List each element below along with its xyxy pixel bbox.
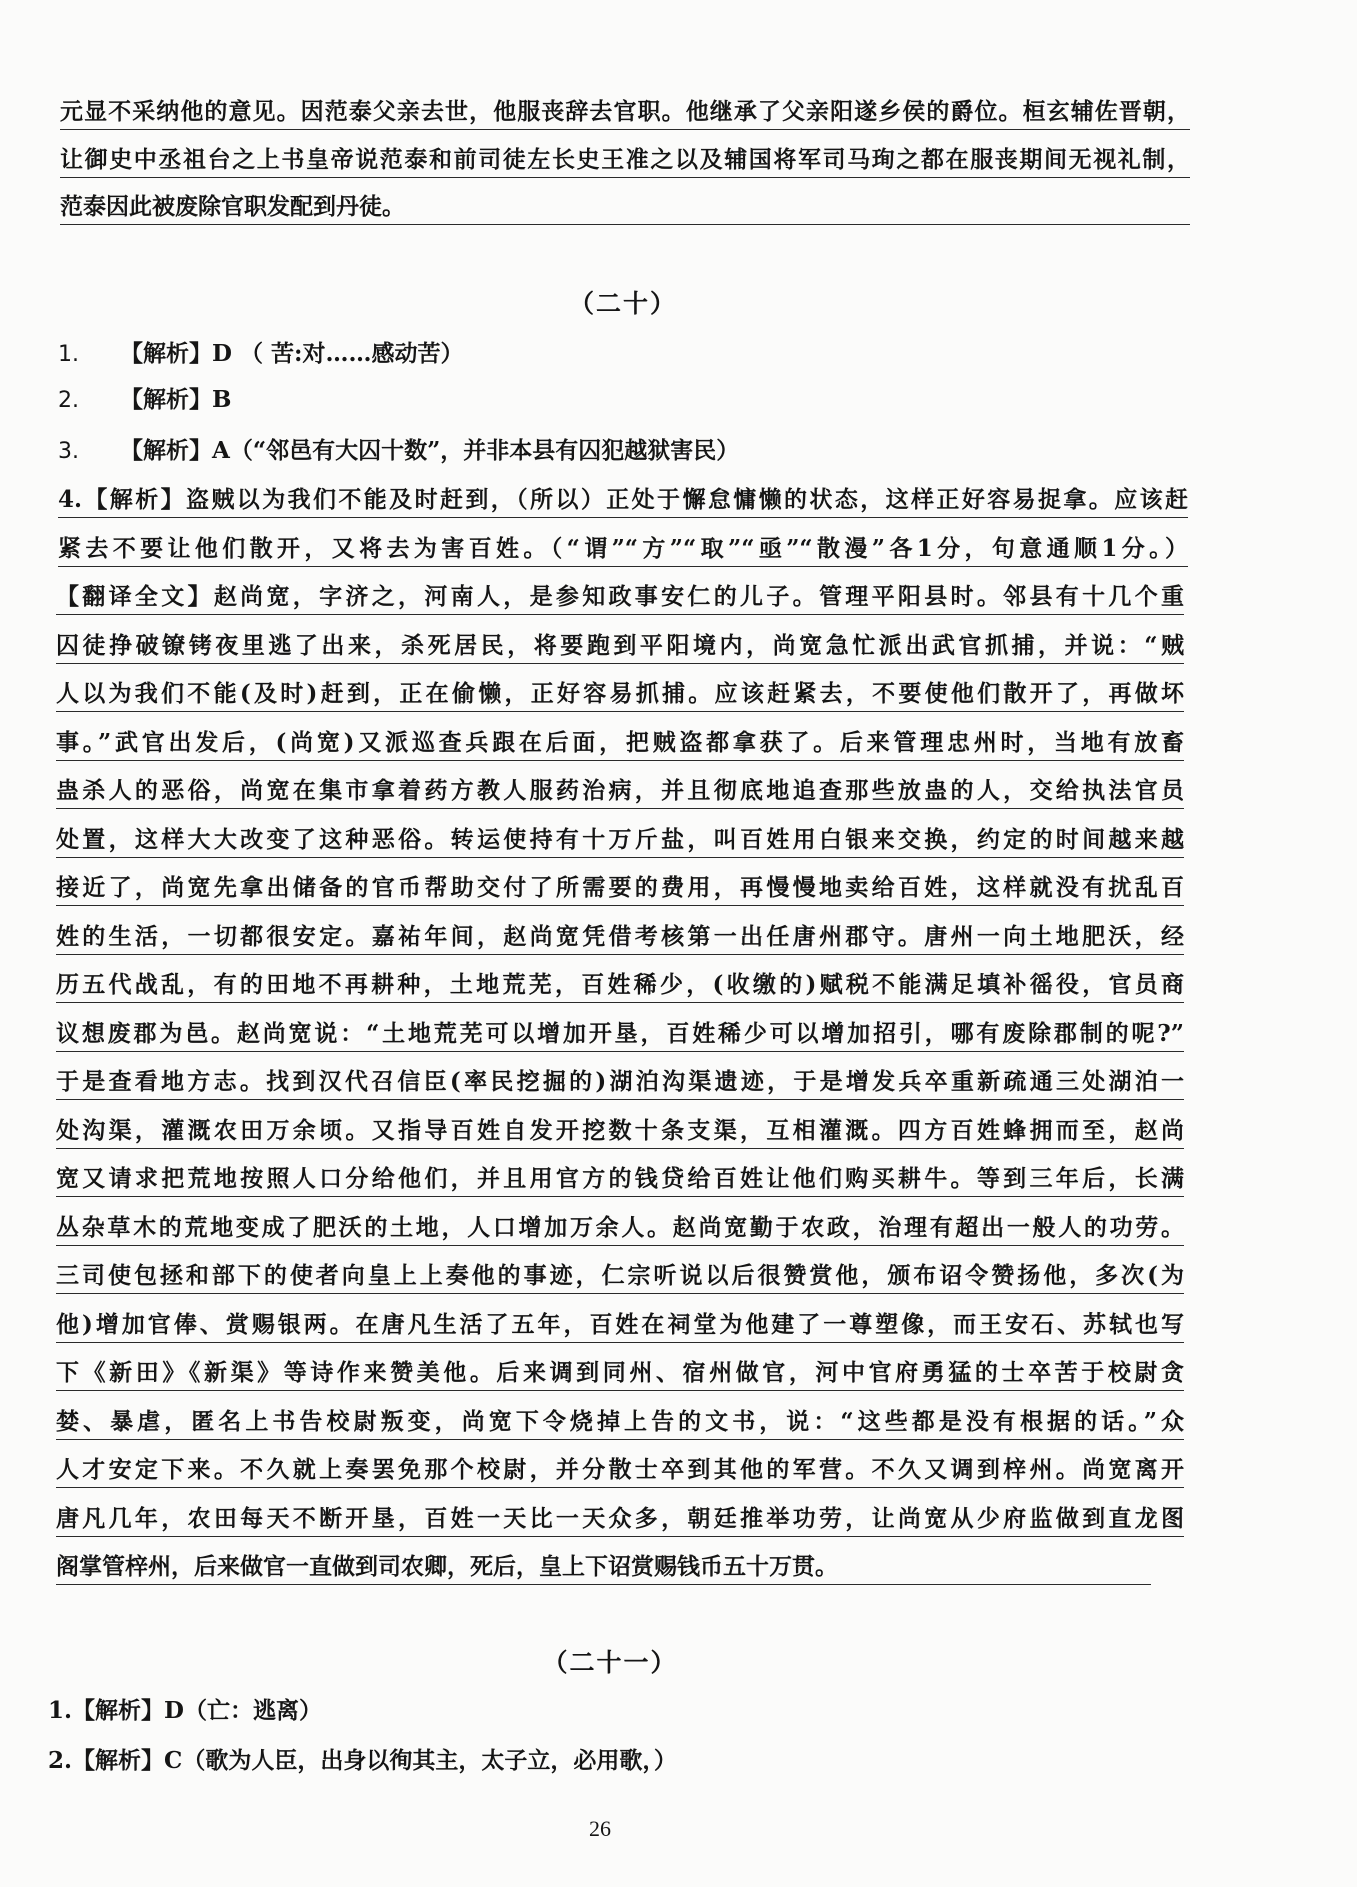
answer-text: 【解析】B [120,386,232,413]
answer-text: 【解析】D （ 苦:对……感动苦） [120,340,464,367]
answer-item [58,336,463,372]
answer-4-line: 4.【解析】盗贼以为我们不能及时赶到，（所以）正处于懈怠慵懒的状态，这样正好容易捉拿。应该赶 [58,482,1188,531]
translation-line: 【翻译全文】赵尚宽，字济之，河南人，是参知政事安仁的儿子。管理平阳县时。邻县有十几个重 [56,579,1184,628]
translation-line: 处沟渠，灌溉农田万余顷。又指导百姓自发开挖数十条支渠，互相灌溉。四方百姓蜂拥而至，赵尚 [56,1113,1184,1162]
answer-number: 3. [58,439,79,464]
answer-item [58,433,739,469]
translation-line: 唐凡几年，农田每天不断开垦，百姓一天比一天众多，朝廷推举功劳，让尚宽从少府监做到直龙图 [56,1501,1184,1550]
translation-line: 处置，这样大大改变了这种恶俗。转运使持有十万斤盐，叫百姓用白银来交换，约定的时间越来越 [56,822,1184,871]
answer-number: 2. [58,388,79,413]
answer-text: 【解析】A（“邻邑有大囚十数”，并非本县有囚犯越狱害民） [120,437,740,464]
translation-line: 人才安定下来。不久就上奏罢免那个校尉，并分散士卒到其他的军营。不久又调到梓州。尚宽离开 [56,1452,1184,1501]
translation-line: 阁掌管梓州，后来做官一直做到司农卿，死后，皇上下诏赏赐钱币五十万贯。 [56,1549,1151,1598]
top-paragraph [60,94,1190,237]
translation-line: 三司使包拯和部下的使者向皇上上奏他的事迹，仁宗听说以后很赞赏他，颁布诏令赞扬他，多次(为 [56,1258,1184,1307]
section-20-heading: （二十） [568,289,677,318]
paragraph-line: 让御史中丞祖台之上书皇帝说范泰和前司徒左长史王准之以及辅国将军司马珣之都在服丧期间无视礼制， [60,142,1190,190]
paragraph-line: 元显不采纳他的意见。因范泰父亲去世，他服丧辞去官职。他继承了父亲阳遂乡侯的爵位。桓玄辅佐晋朝， [60,94,1190,142]
translation-line: 丛杂草木的荒地变成了肥沃的土地，人口增加万余人。赵尚宽勤于农政，治理有超出一般人的功劳。 [56,1210,1184,1259]
answer-4 [58,482,1188,580]
translation-line: 蛊杀人的恶俗，尚宽在集市拿着药方教人服药治病，并且彻底地追查那些放蛊的人，交给执法官员 [56,773,1184,822]
answer-item [58,382,231,418]
answer-item: 2.【解析】C（歌为人臣，出身以徇其主，太子立，必用歌，） [48,1747,677,1774]
answer-4-line: 紧去不要让他们散开，又将去为害百姓。（“谓”“方”“取”“亟”“散漫”各1分，句意通顺1分。） [58,531,1188,580]
translation-line: 下《新田》《新渠》等诗作来赞美他。后来调到同州、宿州做官，河中官府勇猛的士卒苦于校尉贪 [56,1355,1184,1404]
translation-line: 他)增加官俸、赏赐银两。在唐凡生活了五年，百姓在祠堂为他建了一尊塑像，而王安石、苏轼也写 [56,1307,1184,1356]
translation-line: 事。”武官出发后，(尚宽)又派巡查兵跟在后面，把贼盗都拿获了。后来管理忠州时，当地有放畜 [56,725,1184,774]
answer-number: 1. [58,342,79,367]
translation-line: 宽又请求把荒地按照人口分给他们，并且用官方的钱贷给百姓让他们购买耕牛。等到三年后，长满 [56,1161,1184,1210]
answer-item: 1.【解析】D（亡：逃离） [48,1697,322,1724]
translation-line: 于是查看地方志。找到汉代召信臣(率民挖掘的)湖泊沟渠遗迹，于是增发兵卒重新疏通三处湖泊一 [56,1064,1184,1113]
translation-line: 囚徒挣破镣铐夜里逃了出来，杀死居民，将要跑到平阳境内，尚宽急忙派出武官抓捕，并说：“贼 [56,628,1184,677]
translation-line: 人以为我们不能(及时)赶到，正在偷懒，正好容易抓捕。应该赶紧去，不要使他们散开了，再做坏 [56,676,1184,725]
translation-line: 姓的生活，一切都很安定。嘉祐年间，赵尚宽凭借考核第一出任唐州郡守。唐州一向土地肥沃，经 [56,919,1184,968]
full-translation [56,579,1184,1598]
translation-line: 历五代战乱，有的田地不再耕种，土地荒芜，百姓稀少，(收缴的)赋税不能满足填补徭役，官员商 [56,967,1184,1016]
translation-line: 议想废郡为邑。赵尚宽说：“土地荒芜可以增加开垦，百姓稀少可以增加招引，哪有废除郡制的呢?” [56,1016,1184,1065]
section-21-heading: （二十一） [542,1648,678,1677]
page-number: 26 [589,1816,611,1841]
translation-line: 婪、暴虐，匿名上书告校尉叛变，尚宽下令烧掉上告的文书，说：“这些都是没有根据的话。”众 [56,1404,1184,1453]
paragraph-line: 范泰因此被废除官职发配到丹徒。 [60,189,1190,237]
translation-line: 接近了，尚宽先拿出储备的官币帮助交付了所需要的费用，再慢慢地卖给百姓，这样就没有扰乱百 [56,870,1184,919]
